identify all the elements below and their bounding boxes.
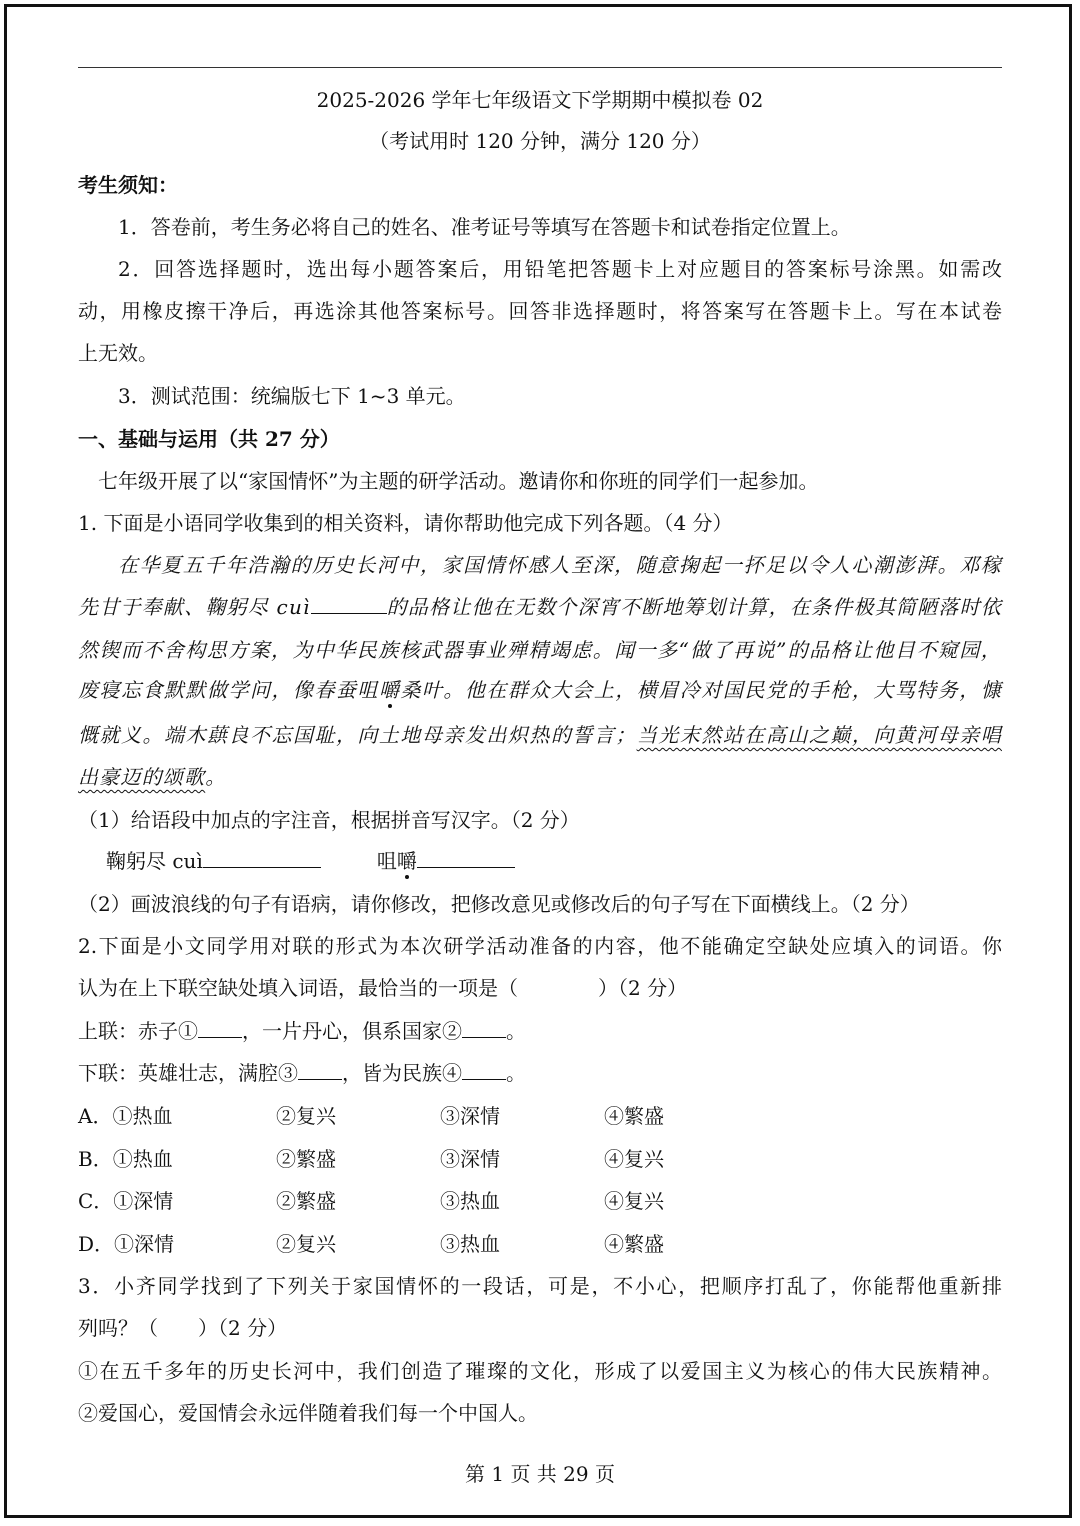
jue-dotted-label: 嚼 (396, 849, 417, 873)
question-1-sub-1-answers (78, 846, 1002, 876)
question-2-stem-line-1: 2.下面是小文同学用对联的形式为本次研学活动准备的内容，他不能确定空缺处应填入的词语。你 (78, 934, 1002, 958)
option-d-1: D．①深情 (78, 1232, 175, 1256)
couplet-upper-mid: ，一片丹心，俱系国家② (242, 1019, 462, 1043)
notice-item-2-line-2: 动，用橡皮擦干净后，再选涂其他答案标号。回答非选择题时，将答案写在答题卡上。写在本试卷 (78, 299, 1002, 323)
option-a-2: ②复兴 (276, 1104, 336, 1128)
passage-line-2-end: 的品格让他在无数个深宵不断地筹划计算，在条件极其简陋落时依 (386, 595, 1002, 619)
notice-heading: 考生须知： (78, 173, 178, 197)
question-1-sub-2: （2）画波浪线的句子有语病，请你修改，把修改意见或修改后的句子写在下面横线上。（2 分） (78, 892, 920, 916)
option-c-3: ③热血 (440, 1189, 500, 1213)
option-c-4: ④复兴 (604, 1189, 664, 1213)
question-2-stem-line-2: 认为在上下联空缺处填入词语，最恰当的一项是（ ）（2 分） (78, 976, 688, 1000)
couplet-lower-start: 下联：英雄壮志，满腔③ (78, 1061, 298, 1085)
blank-2[interactable] (462, 1019, 506, 1038)
couplet-lower-mid: ，皆为民族④ (342, 1061, 462, 1085)
option-d-2: ②复兴 (276, 1232, 336, 1256)
section-1-heading: 一、基础与运用（共 27 分） (78, 427, 340, 451)
passage-line-4 (78, 675, 1002, 705)
option-d-4: ④繁盛 (604, 1232, 664, 1256)
option-d-3: ③热血 (440, 1232, 500, 1256)
passage-line-4-start: 废寝忘食默默做学问，像春蚕咀 (78, 678, 379, 702)
exam-title: 2025-2026 学年七年级语文下学期期中模拟卷 02 (316, 88, 764, 112)
notice-item-1: 1．答卷前，考生务必将自己的姓名、准考证号等填写在答题卡和试卷指定位置上。 (118, 215, 851, 239)
question-3-sentence-1: ①在五千多年的历史长河中，我们创造了璀璨的文化，形成了以爱国主义为核心的伟大民族精神。 (78, 1359, 1002, 1383)
answer-blank-cui[interactable] (311, 595, 387, 614)
passage-end-mark: 。 (205, 765, 227, 789)
answer-blank-jue-pinyin[interactable] (417, 849, 515, 868)
wavy-sentence-part-2: 出豪迈的颂歌 (78, 765, 206, 789)
question-3-stem-line-1: 3．小齐同学找到了下列关于家国情怀的一段话，可是，不小心，把顺序打乱了，你能帮他重新排 (78, 1274, 1002, 1298)
passage-line-1: 在华夏五千年浩瀚的历史长河中，家国情怀感人至深，随意掬起一抔足以令人心潮澎湃。邓稼 (118, 553, 1002, 577)
question-1-stem: 1. 下面是小语同学收集到的相关资料，请你帮助他完成下列各题。（4 分） (78, 511, 733, 535)
passage-line-3: 然锲而不舍构思方案，为中华民族核武器事业殚精竭虑。闻一多“做了再说”的品格让他目不窥园， (78, 638, 1002, 662)
answer-blank-cui-char[interactable] (203, 849, 321, 868)
couplet-upper-end: 。 (506, 1019, 526, 1043)
option-a-3: ③深情 (440, 1104, 500, 1128)
passage-line-4-end: 桑叶。他在群众大会上，横眉冷对国民党的手枪，大骂特务，慷 (400, 678, 1002, 702)
section-1-intro: 七年级开展了以“家国情怀”为主题的研学活动。邀请你和你班的同学们一起参加。 (98, 469, 819, 493)
couplet-upper (78, 1016, 1002, 1046)
passage-line-2-start: 先甘于奉献、鞠躬尽 cuì (78, 595, 311, 619)
dotted-char-jue: 嚼 (378, 678, 401, 702)
option-c-2: ②繁盛 (276, 1189, 336, 1213)
pinyin-cui-label: 鞠躬尽 cuì (106, 849, 203, 873)
option-b-2: ②繁盛 (276, 1147, 336, 1171)
page-number: 第 1 页 共 29 页 (465, 1462, 615, 1486)
option-c-1: C．①深情 (78, 1189, 174, 1213)
passage-line-5 (78, 720, 1002, 750)
blank-1[interactable] (198, 1019, 242, 1038)
blank-3[interactable] (298, 1061, 342, 1080)
option-b-1: B．①热血 (78, 1147, 173, 1171)
couplet-lower (78, 1058, 1002, 1088)
option-b-3: ③深情 (440, 1147, 500, 1171)
wavy-sentence-part-1: 当光末然站在高山之巅，向黄河母亲唱 (636, 723, 1002, 747)
question-1-sub-1: （1）给语段中加点的字注音，根据拼音写汉字。（2 分） (78, 808, 580, 832)
question-3-stem-line-2: 列吗？（ ）（2 分） (78, 1316, 288, 1340)
option-a-1: A．①热血 (78, 1104, 173, 1128)
couplet-lower-end: 。 (506, 1061, 526, 1085)
notice-item-2-line-3: 上无效。 (78, 341, 158, 365)
notice-item-2-line-1: 2．回答选择题时，选出每小题答案后，用铅笔把答题卡上对应题目的答案标号涂黑。如需改 (118, 257, 1002, 281)
passage-line-5-start: 慨就义。端木蕻良不忘国耻，向土地母亲发出炽热的誓言； (78, 723, 637, 747)
header-rule (78, 67, 1002, 68)
question-3-sentence-2: ②爱国心，爱国情会永远伴随着我们每一个中国人。 (78, 1401, 538, 1425)
blank-4[interactable] (462, 1061, 506, 1080)
ju-label: 咀 (376, 849, 397, 873)
notice-item-3: 3．测试范围：统编版七下 1~3 单元。 (118, 384, 466, 408)
exam-subtitle: （考试用时 120 分钟，满分 120 分） (369, 129, 711, 153)
passage-line-6 (78, 762, 1002, 792)
couplet-upper-start: 上联：赤子① (78, 1019, 198, 1043)
option-b-4: ④复兴 (604, 1147, 664, 1171)
option-a-4: ④繁盛 (604, 1104, 664, 1128)
passage-line-2 (78, 592, 1002, 622)
